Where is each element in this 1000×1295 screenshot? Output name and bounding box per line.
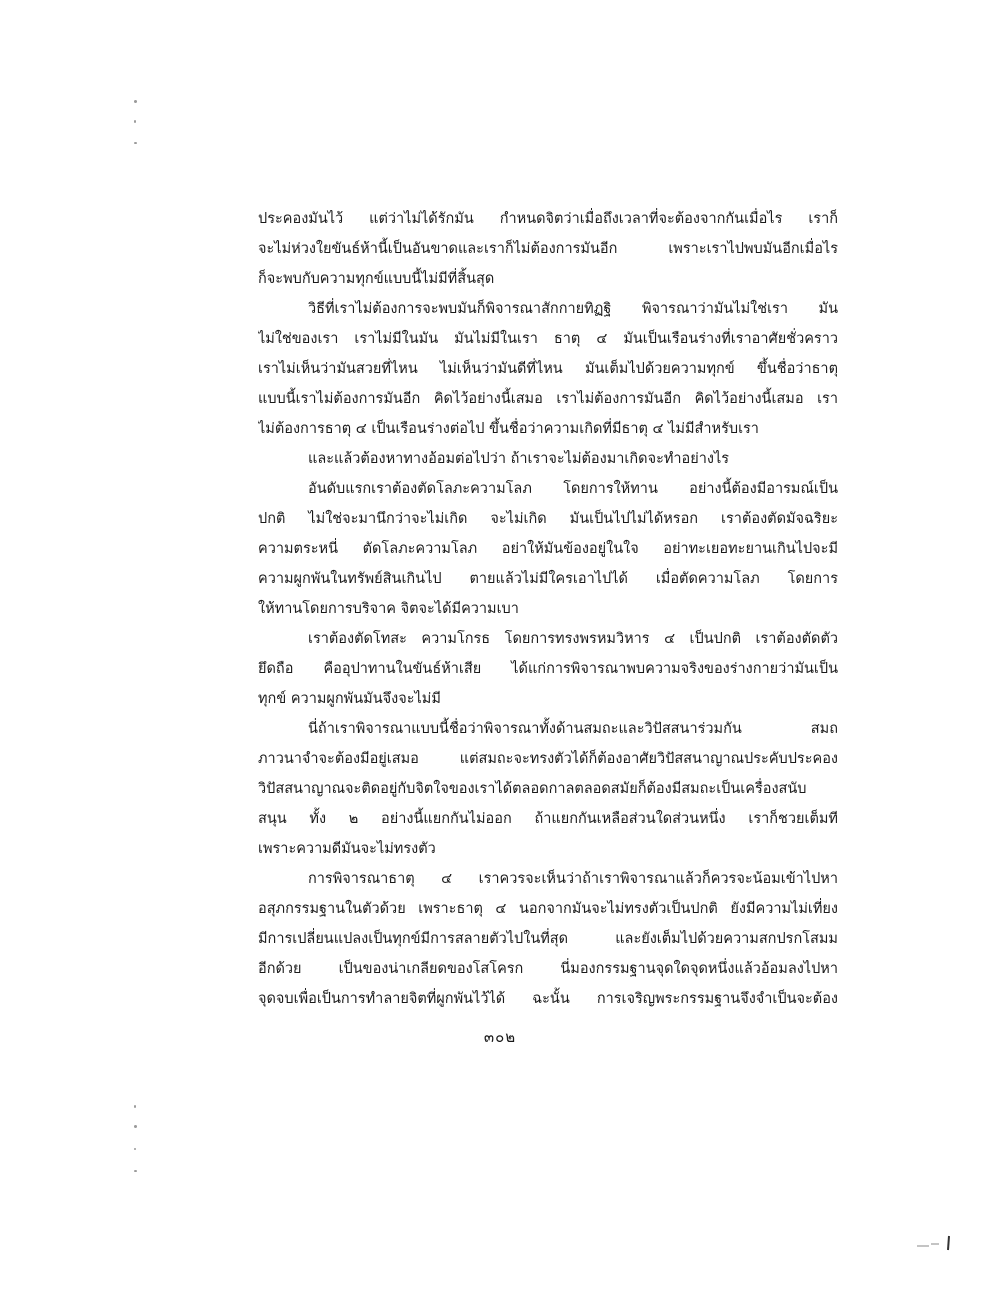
text-line: ไม่ต้องการธาตุ ๔ เป็นเรือนร่างต่อไป ขึ้นชื่อว่าความเกิดที่มีธาตุ ๔ ไม่มีสำหรับเรา [258, 421, 759, 437]
scan-speck [134, 142, 137, 144]
scan-speck [134, 1105, 136, 1108]
body-text [258, 204, 838, 1014]
scan-speck [134, 120, 136, 123]
text-line: ยึดถือ คืออุปาทานในขันธ์ห้าเสีย ได้แก่การพิจารณาพบความจริงของร่างกายว่ามันเป็น [258, 661, 838, 677]
text-line: และแล้วต้องหาทางอ้อมต่อไปว่า ถ้าเราจะไม่ต้องมาเกิดจะทำอย่างไร [308, 451, 730, 467]
text-line: วิปัสสนาญาณจะติดอยู่กับจิตใจของเราได้ตลอดกาลตลอดสมัยก็ต้องมีสมถะเป็นเครื่องสนับ [258, 781, 807, 797]
text-line: การพิจารณาธาตุ ๔ เราควรจะเห็นว่าถ้าเราพิจารณาแล้วก็ควรจะน้อมเข้าไปหา [308, 871, 838, 887]
text-line: ภาวนาจำจะต้องมีอยู่เสมอ แต่สมถะจะทรงตัวได้ก็ต้องอาศัยวิปัสสนาญาณประคับประคอง [258, 751, 838, 767]
scan-speck [134, 1148, 136, 1150]
text-line: ให้ทานโดยการบริจาค จิตจะได้มีความเบา [258, 601, 519, 617]
text-line: มีการเปลี่ยนแปลงเป็นทุกข์มีการสลายตัวไปในที่สุด และยังเต็มไปด้วยความสกปรกโสมม [258, 931, 838, 947]
text-line: เราต้องตัดโทสะ ความโกรธ โดยการทรงพรหมวิหาร ๔ เป็นปกติ เราต้องตัดตัว [308, 631, 838, 647]
text-line: ปกติ ไม่ใช่จะมานึกว่าจะไม่เกิด จะไม่เกิด มันเป็นไปไม่ได้หรอก เราต้องตัดมัจฉริยะ [258, 511, 838, 527]
scan-speck [134, 1170, 137, 1172]
text-line: จะไม่ห่วงใยขันธ์ห้านี้เป็นอันขาดและเราก็ไม่ต้องการมันอีก เพราะเราไปพบมันอีกเมื่อไร [258, 241, 838, 257]
scan-smudge [915, 1232, 955, 1252]
text-line: นี่ถ้าเราพิจารณาแบบนี้ชื่อว่าพิจารณาทั้งด้านสมถะและวิปัสสนาร่วมกัน สมถ [308, 721, 838, 737]
text-line: อันดับแรกเราต้องตัดโลภะความโลภ โดยการให้ทาน อย่างนี้ต้องมีอารมณ์เป็น [308, 481, 838, 497]
text-line: สนุน ทั้ง ๒ อย่างนี้แยกกันไม่ออก ถ้าแยกกันเหลือส่วนใดส่วนหนึ่ง เราก็ชวยเต็มที [258, 811, 838, 827]
text-line: เราไม่เห็นว่ามันสวยที่ไหน ไม่เห็นว่ามันดีที่ไหน มันเต็มไปด้วยความทุกข์ ขึ้นชื่อว่าธาตุ [258, 361, 838, 377]
text-line: ประคองมันไว้ แต่ว่าไม่ได้รักมัน กำหนดจิตว่าเมื่อถึงเวลาที่จะต้องจากกันเมื่อไร เราก็ [258, 211, 838, 227]
text-line: ความตระหนี่ ตัดโลภะความโลภ อย่าให้มันข้องอยู่ในใจ อย่าทะเยอทะยานเกินไปจะมี [258, 541, 838, 557]
text-line: ความผูกพันในทรัพย์สินเกินไป ตายแล้วไม่มีใครเอาไปได้ เมื่อตัดความโลภ โดยการ [258, 571, 838, 587]
text-line: อีกด้วย เป็นของน่าเกลียดของโสโครก นี่มองกรรมฐานจุดใดจุดหนึ่งแล้วอ้อมลงไปหา [258, 961, 838, 977]
text-line: ทุกข์ ความผูกพันมันจึงจะไม่มี [258, 691, 441, 707]
text-line: อสุภกรรมฐานในตัวด้วย เพราะธาตุ ๔ นอกจากมันจะไม่ทรงตัวเป็นปกติ ยังมีความไม่เที่ยง [258, 901, 838, 917]
text-line: วิธีที่เราไม่ต้องการจะพบมันก็พิจารณาสักกายทิฏฐิ พิจารณาว่ามันไม่ใช่เรา มัน [308, 301, 838, 317]
text-line: ก็จะพบกับความทุกข์แบบนี้ไม่มีที่สิ้นสุด [258, 271, 495, 287]
page-number: ๓๐๒ [483, 1028, 517, 1046]
text-line: แบบนี้เราไม่ต้องการมันอีก คิดไว้อย่างนี้เสมอ เราไม่ต้องการมันอีก คิดไว้อย่างนี้เสมอ เรา [258, 391, 838, 407]
text-line: เพราะความดีมันจะไม่ทรงตัว [258, 841, 436, 857]
scan-speck [134, 100, 137, 103]
text-line: ไม่ใช่ของเรา เราไม่มีในมัน มันไม่มีในเรา ธาตุ ๔ มันเป็นเรือนร่างที่เราอาศัยชั่วคราว [258, 331, 838, 347]
text-line: จุดจบเพื่อเป็นการทำลายจิตที่ผูกพันไว้ได้ ฉะนั้น การเจริญพระกรรมฐานจึงจำเป็นจะต้อง [258, 991, 838, 1007]
scan-speck [134, 1125, 137, 1128]
